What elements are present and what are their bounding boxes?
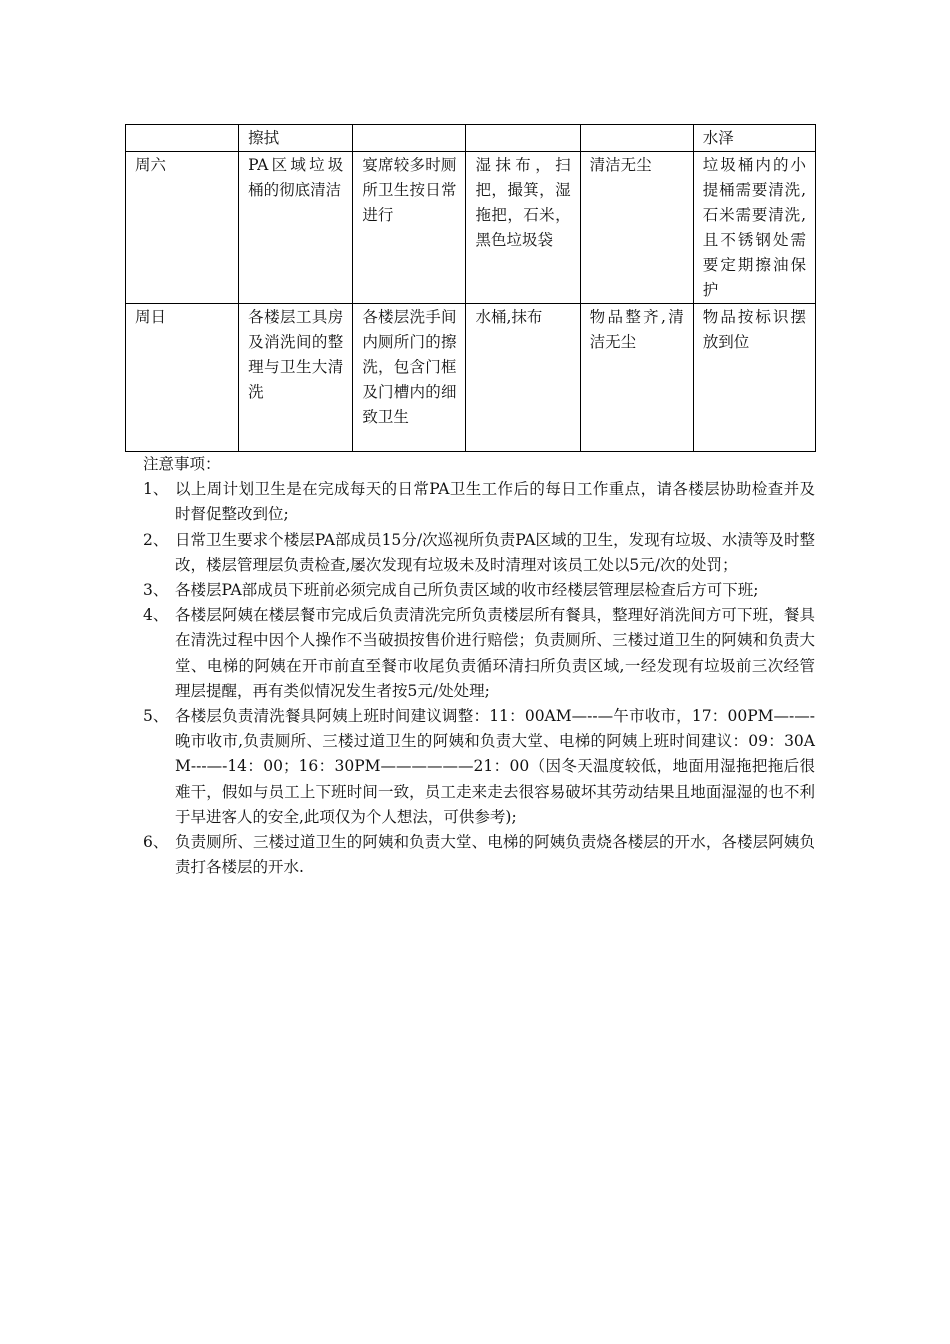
table-cell: [466, 125, 580, 152]
table-cell: 物品整齐,清洁无尘: [580, 304, 693, 452]
notes-list: [143, 477, 815, 880]
list-item-number: 4、: [143, 606, 169, 625]
list-item-text: 各楼层PA部成员下班前必须完成自己所负责区域的收市经楼层管理层检查后方可下班;: [175, 581, 759, 600]
table-cell-day: 周日: [126, 304, 239, 452]
weekly-cleaning-table: [125, 124, 816, 452]
table-cell: 垃圾桶内的小提桶需要清洗,石米需要清洗,且不锈钢处需要定期擦油保护: [693, 152, 815, 304]
list-item: [143, 528, 815, 578]
list-item-text: 负责厕所、三楼过道卫生的阿姨和负责大堂、电梯的阿姨负责烧各楼层的开水，各楼层阿姨负责打各楼层的开水.: [175, 833, 815, 877]
table-row: [126, 304, 816, 452]
table-cell: 擦拭: [239, 125, 353, 152]
notes-title: 注意事项：: [143, 455, 221, 473]
table-cell: [353, 125, 466, 152]
list-item-text: 日常卫生要求个楼层PA部成员15分/次巡视所负责PA区域的卫生，发现有垃圾、水渍等及时整改，楼层管理层负责检查,屡次发现有垃圾未及时清理对该员工处以5元/次的处罚；: [175, 530, 815, 574]
list-item-number: 5、: [143, 707, 169, 726]
table-cell: 物品按标识摆放到位: [693, 304, 815, 452]
list-item-number: 3、: [143, 581, 169, 600]
table-cell: PA区域垃圾桶的彻底清洁: [239, 152, 353, 304]
notes-section: [143, 452, 815, 880]
list-item-number: 1、: [143, 480, 169, 499]
list-item: [143, 603, 815, 704]
table-cell: 各楼层洗手间内厕所门的擦洗，包含门框及门槽内的细致卫生: [353, 304, 466, 452]
list-item-text: 各楼层阿姨在楼层餐市完成后负责清洗完所负责楼层所有餐具，整理好消洗间方可下班，餐具在清洗过程中因个人操作不当破损按售价进行赔偿；负责厕所、三楼过道卫生的阿姨和负责大堂、电梯的阿姨在开市前直至餐市收尾负责循环清扫所负责区域,一经发现有垃圾前三次经管理层提醒，再有类似情况发生者按5元/处处理;: [175, 606, 815, 700]
table-cell: 湿抹布，扫把，撮箕，湿拖把，石米，黑色垃圾袋: [466, 152, 580, 304]
table-cell: 水桶,抹布: [466, 304, 580, 452]
list-item: [143, 578, 815, 603]
table-cell: 各楼层工具房及消洗间的整理与卫生大清洗: [239, 304, 353, 452]
table-row: [126, 125, 816, 152]
table-row: [126, 152, 816, 304]
list-item-number: 6、: [143, 833, 169, 852]
list-item: [143, 704, 815, 830]
list-item-text: 各楼层负责清洗餐具阿姨上班时间建议调整：11：00AM—--—午市收市，17：00PM—-—-晚市收市,负责厕所、三楼过道卫生的阿姨和负责大堂、电梯的阿姨上班时间建议：09：30AM---—-14：00；16：30PM——————21：00（因冬天温度较低，地面用湿拖把拖后很难干，假如与员工上下班时间一致，员工走来走去很容易破坏其劳动结果且地面湿湿的也不利于早进客人的安全,此项仅为个人想法，可供参考);: [175, 707, 815, 826]
list-item: [143, 477, 815, 527]
table-cell: 清洁无尘: [580, 152, 693, 304]
table-cell: 水泽: [693, 125, 815, 152]
table-cell: 宴席较多时厕所卫生按日常进行: [353, 152, 466, 304]
list-item-text: 以上周计划卫生是在完成每天的日常PA卫生工作后的每日工作重点，请各楼层协助检查并及时督促整改到位;: [175, 480, 815, 524]
table-cell: [126, 125, 239, 152]
table-cell-day: 周六: [126, 152, 239, 304]
table-cell: [580, 125, 693, 152]
list-item: [143, 830, 815, 880]
list-item-number: 2、: [143, 530, 169, 549]
